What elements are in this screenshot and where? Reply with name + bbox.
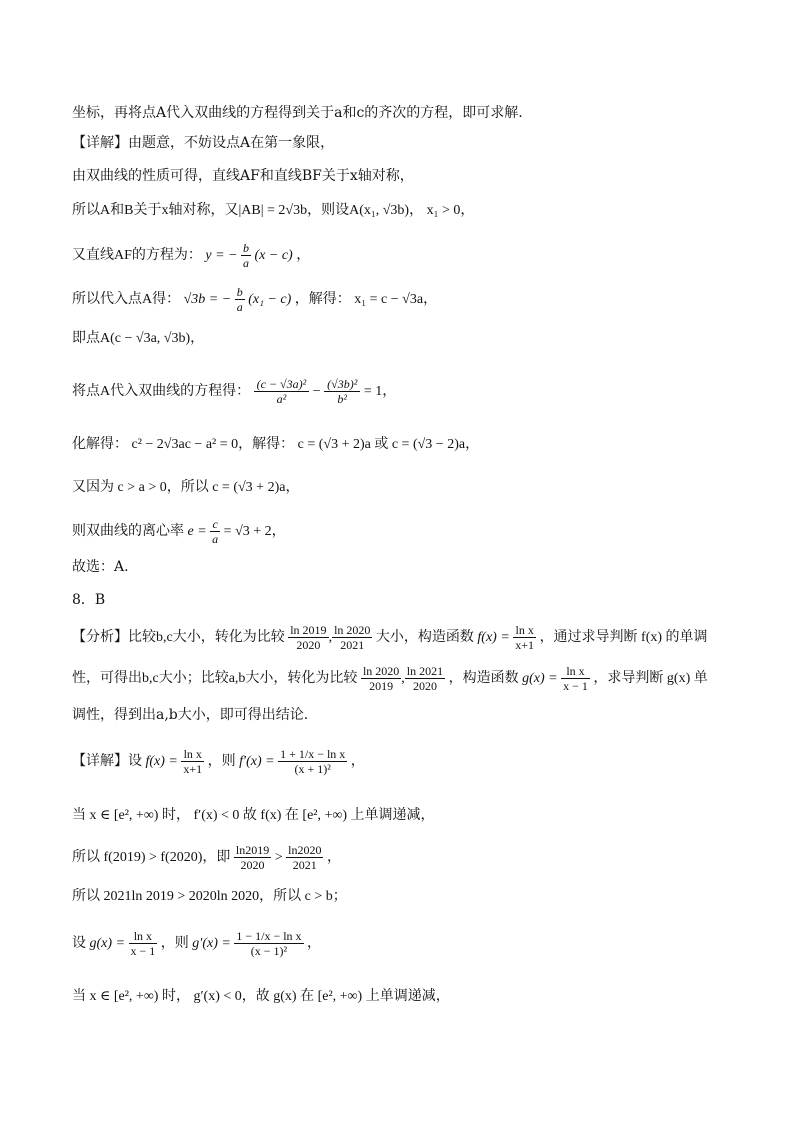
text-run: ，通过求导判断 f(x) 的单调 — [539, 630, 708, 645]
text-run: 设 — [72, 936, 86, 951]
text-line: 故选：A. — [72, 559, 129, 575]
denominator: x+1 — [515, 638, 535, 653]
text-run: 所以 f(2019) > f(2020)，即 — [72, 850, 231, 865]
numerator: c — [210, 517, 220, 532]
math-run: , — [328, 630, 333, 645]
text-line: 【详解】由题意，不妨设点A在第一象限， — [72, 135, 335, 151]
numerator: (√3b)² — [324, 377, 360, 392]
text-run: 又直线AF的方程为： — [72, 248, 202, 263]
text-line — [72, 236, 310, 276]
text-line: 8．B — [72, 592, 106, 608]
denominator: 2020 — [412, 679, 437, 694]
text-line — [72, 659, 708, 699]
fraction — [286, 843, 323, 872]
denominator: 2021 — [340, 638, 365, 653]
text-run: 则双曲线的离心率 — [72, 524, 184, 539]
fraction — [324, 377, 360, 406]
fraction — [129, 929, 158, 958]
math-run: g′(x) = — [192, 936, 231, 951]
denominator: (x − 1)² — [250, 944, 288, 959]
math-run: = 1， — [363, 384, 397, 399]
text-line — [72, 512, 286, 552]
text-line — [72, 838, 341, 878]
denominator: x − 1 — [130, 944, 156, 959]
text-line: 由双曲线的性质可得，直线AF和直线BF关于x轴对称， — [72, 168, 414, 184]
text-line: 即点A(c − √3a, √3b)， — [72, 331, 205, 346]
numerator: (c − √3a)² — [254, 377, 310, 392]
fraction — [361, 664, 401, 693]
denominator: a — [236, 300, 243, 315]
numerator: ln 2019 — [290, 623, 327, 638]
text-line — [72, 368, 396, 416]
fraction — [234, 843, 271, 872]
fraction — [513, 623, 536, 652]
fraction — [288, 623, 328, 652]
text-run: = √3 + 2， — [223, 524, 286, 539]
fraction — [234, 929, 303, 958]
text-run: 【分析】比较b,c大小，转化为比较 — [72, 630, 285, 645]
denominator: 2021 — [292, 858, 317, 873]
text-line: 坐标，再将点A代入双曲线的方程得到关于a和c的齐次的方程，即可求解. — [72, 105, 523, 121]
fraction — [181, 747, 204, 776]
denominator: a² — [276, 392, 287, 407]
numerator: 1 − 1/x − ln x — [236, 929, 302, 944]
numerator: ln2020 — [288, 843, 322, 858]
fraction — [278, 747, 347, 776]
numerator: ln 2020 — [362, 664, 400, 679]
numerator: ln2019 — [235, 843, 270, 858]
text-run: 所以代入点A得： — [72, 292, 181, 307]
math-run: f′(x) = — [239, 754, 275, 769]
numerator: ln x — [129, 929, 158, 944]
math-run: e = — [187, 524, 207, 539]
text-run: ， — [307, 936, 322, 951]
denominator: 2020 — [296, 638, 321, 653]
text-run: ， — [326, 850, 341, 865]
denominator: a — [212, 532, 219, 547]
math-run: f(x) = — [477, 630, 510, 645]
denominator: b² — [337, 392, 348, 407]
fraction — [241, 241, 251, 270]
fraction — [254, 377, 310, 406]
text-run: 性，可得出b,c大小；比较a,b大小，转化为比较 — [72, 671, 358, 686]
numerator: b — [243, 241, 250, 256]
text-run: 大小，构造函数 — [375, 630, 474, 645]
text-line — [72, 618, 708, 658]
text-line — [72, 280, 437, 320]
math-run: (x − c) — [254, 248, 293, 263]
math-run: f(x) = — [145, 754, 178, 769]
numerator: 1 + 1/x − ln x — [280, 747, 346, 762]
text-line: 当 x ∈ [e², +∞) 时， f′(x) < 0 故 f(x) 在 [e², +∞) 上单调递减， — [72, 808, 435, 823]
text-line — [72, 922, 321, 966]
text-line — [72, 742, 365, 782]
text-run: ，则 — [160, 936, 189, 951]
denominator: x − 1 — [563, 679, 588, 694]
fraction — [405, 664, 445, 693]
denominator: (x + 1)² — [294, 762, 331, 777]
math-run: g(x) = — [89, 936, 125, 951]
text-line: 调性，得到出a,b大小，即可得出结论. — [72, 707, 309, 723]
math-run: g(x) = — [522, 671, 558, 686]
math-run: > — [274, 850, 283, 865]
math-run: (x₁ − c) — [248, 292, 292, 307]
numerator: ln 2021 — [406, 664, 444, 679]
denominator: a — [243, 256, 250, 271]
fraction — [561, 664, 590, 693]
denominator: 2019 — [369, 679, 394, 694]
text-line: 所以A和B关于x轴对称，又|AB| = 2√3b，则设A(x₁, √3b)， x₁ > 0， — [72, 203, 475, 218]
numerator: ln 2020 — [334, 623, 371, 638]
text-line: 又因为 c > a > 0，所以 c = (√3 + 2)a， — [72, 480, 300, 495]
text-run: ， — [296, 248, 311, 263]
denominator: x+1 — [183, 762, 203, 777]
text-run: ， — [350, 754, 365, 769]
text-run: ，构造函数 — [448, 671, 519, 686]
text-run: 将点A代入双曲线的方程得： — [72, 384, 251, 399]
numerator: ln x — [561, 664, 590, 679]
fraction — [235, 285, 245, 314]
math-run: − — [312, 384, 321, 399]
text-line: 所以 2021ln 2019 > 2020ln 2020，所以 c > b； — [72, 889, 347, 904]
text-line: 化解得： c² − 2√3ac − a² = 0，解得： c = (√3 + 2)a 或 c = (√3 − 2)a， — [72, 437, 480, 452]
text-run: 【详解】设 — [72, 754, 142, 769]
text-run: ，解得： x₁ = c − √3a， — [294, 292, 438, 307]
numerator: b — [236, 285, 243, 300]
fraction — [332, 623, 372, 652]
math-run: y = − — [205, 248, 238, 263]
text-line: 当 x ∈ [e², +∞) 时， g′(x) < 0，故 g(x) 在 [e², +∞) 上单调递减， — [72, 989, 450, 1004]
fraction — [210, 517, 220, 546]
text-run: ，求导判断 g(x) 单 — [593, 671, 708, 686]
math-run: , — [401, 671, 405, 686]
math-run: √3b = − — [183, 292, 232, 307]
text-run: ，则 — [207, 754, 236, 769]
numerator: ln x — [513, 623, 536, 638]
denominator: 2020 — [240, 858, 265, 873]
numerator: ln x — [181, 747, 204, 762]
